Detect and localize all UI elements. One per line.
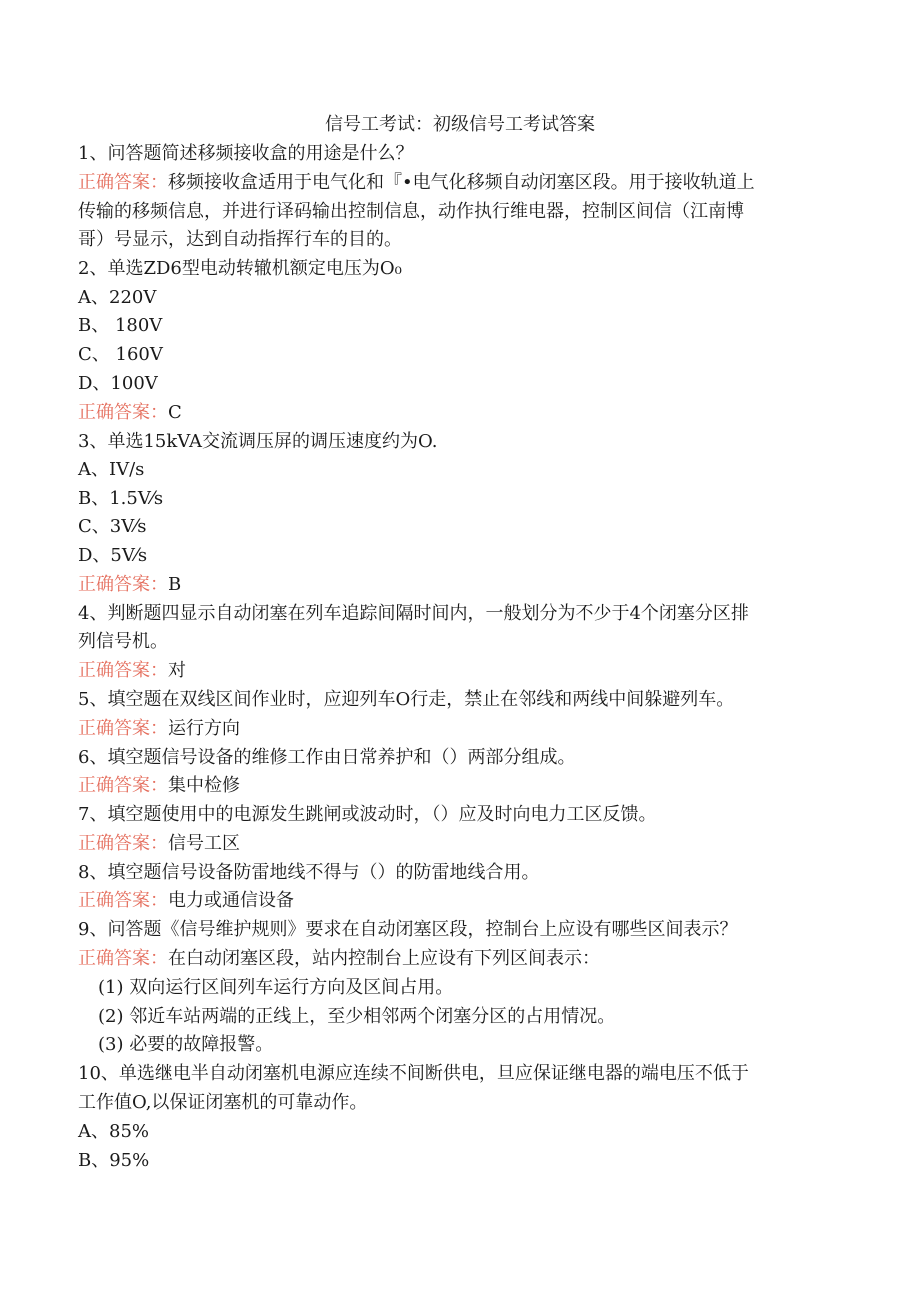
option-3c: C、3V⁄s xyxy=(78,516,147,537)
answer-label: 正确答案： xyxy=(78,890,168,911)
option-3a: A、IV/s xyxy=(78,459,145,480)
question-8: 8、填空题信号设备防雷地线不得与（）的防雷地线合用。 xyxy=(78,862,540,883)
answer-9-item-2: (2) 邻近车站两端的正线上，至少相邻两个闭塞分区的占用情况。 xyxy=(98,1006,616,1027)
answer-label: 正确答案： xyxy=(78,574,168,595)
answer-label: 正确答案： xyxy=(78,718,168,739)
answer-1-line-3: 哥）号显示，达到自动指挥行车的目的。 xyxy=(78,229,402,250)
answer-9-item-1: (1) 双向运行区间列车运行方向及区间占用。 xyxy=(98,977,454,998)
option-2d: D、100V xyxy=(78,373,158,394)
answer-7-text: 信号工区 xyxy=(168,833,240,854)
answer-1-text: 移频接收盒适用于电气化和『•电气化移频自动闭塞区段。用于接收轨道上 xyxy=(168,172,755,193)
option-3b: B、1.5V⁄s xyxy=(78,488,164,509)
option-10b: B、95% xyxy=(78,1150,150,1171)
answer-label: 正确答案： xyxy=(78,833,168,854)
answer-label: 正确答案： xyxy=(78,402,168,423)
question-3: 3、单选15kVA交流调压屏的调压速度约为O. xyxy=(78,431,438,452)
answer-8 xyxy=(78,887,294,915)
question-4-line-1: 4、判断题四显示自动闭塞在列车追踪间隔时间内，一般划分为不少于4个闭塞分区排 xyxy=(78,603,749,624)
answer-1-line-1 xyxy=(78,169,755,197)
answer-3-text: B xyxy=(168,574,182,595)
question-4-line-2: 列信号机。 xyxy=(78,631,168,652)
question-5: 5、填空题在双线区间作业时，应迎列车O行走，禁止在邻线和两线中间躲避列车。 xyxy=(78,689,735,710)
option-3d: D、5V⁄s xyxy=(78,545,148,566)
option-2b: B、 180V xyxy=(78,315,163,336)
option-2c: C、 160V xyxy=(78,344,163,365)
question-9: 9、问答题《信号维护规则》要求在自动闭塞区段，控制台上应设有哪些区间表示？ xyxy=(78,919,738,940)
question-7: 7、填空题使用中的电源发生跳闸或波动时，（）应及时向电力工区反馈。 xyxy=(78,804,657,825)
answer-6 xyxy=(78,772,240,800)
question-10-line-1: 10、单选继电半自动闭塞机电源应连续不间断供电，旦应保证继电器的端电压不低于 xyxy=(78,1063,749,1084)
answer-5 xyxy=(78,715,240,743)
option-10a: A、85% xyxy=(78,1121,150,1142)
answer-2-text: C xyxy=(168,402,182,423)
answer-9-text: 在白动闭塞区段，站内控制台上应设有下列区间表示： xyxy=(168,948,600,969)
answer-8-text: 电力或通信设备 xyxy=(168,890,294,911)
answer-2 xyxy=(78,399,182,427)
answer-7 xyxy=(78,830,240,858)
answer-label: 正确答案： xyxy=(78,948,168,969)
question-10-line-2: 工作值O,以保证闭塞机的可靠动作。 xyxy=(78,1092,368,1113)
answer-9-item-3: (3) 必要的故障报警。 xyxy=(98,1034,274,1055)
answer-9 xyxy=(78,945,600,973)
option-2a: A、220V xyxy=(78,287,157,308)
answer-1-line-2: 传输的移频信息，并进行译码输出控制信息，动作执行维电器，控制区间信（江南博 xyxy=(78,201,744,222)
question-2: 2、单选ZD6型电动转辙机额定电压为O₀ xyxy=(78,258,402,279)
answer-4 xyxy=(78,657,186,685)
document-title: 信号工考试：初级信号工考试答案 xyxy=(325,114,595,135)
answer-4-text: 对 xyxy=(168,660,186,681)
answer-label: 正确答案： xyxy=(78,775,168,796)
answer-6-text: 集中检修 xyxy=(168,775,240,796)
question-1: 1、问答题简述移频接收盒的用途是什么？ xyxy=(78,143,414,164)
question-6: 6、填空题信号设备的维修工作由日常养护和（）两部分组成。 xyxy=(78,747,576,768)
answer-5-text: 运行方向 xyxy=(168,718,240,739)
answer-3 xyxy=(78,571,181,599)
answer-label: 正确答案： xyxy=(78,172,168,193)
answer-label: 正确答案： xyxy=(78,660,168,681)
